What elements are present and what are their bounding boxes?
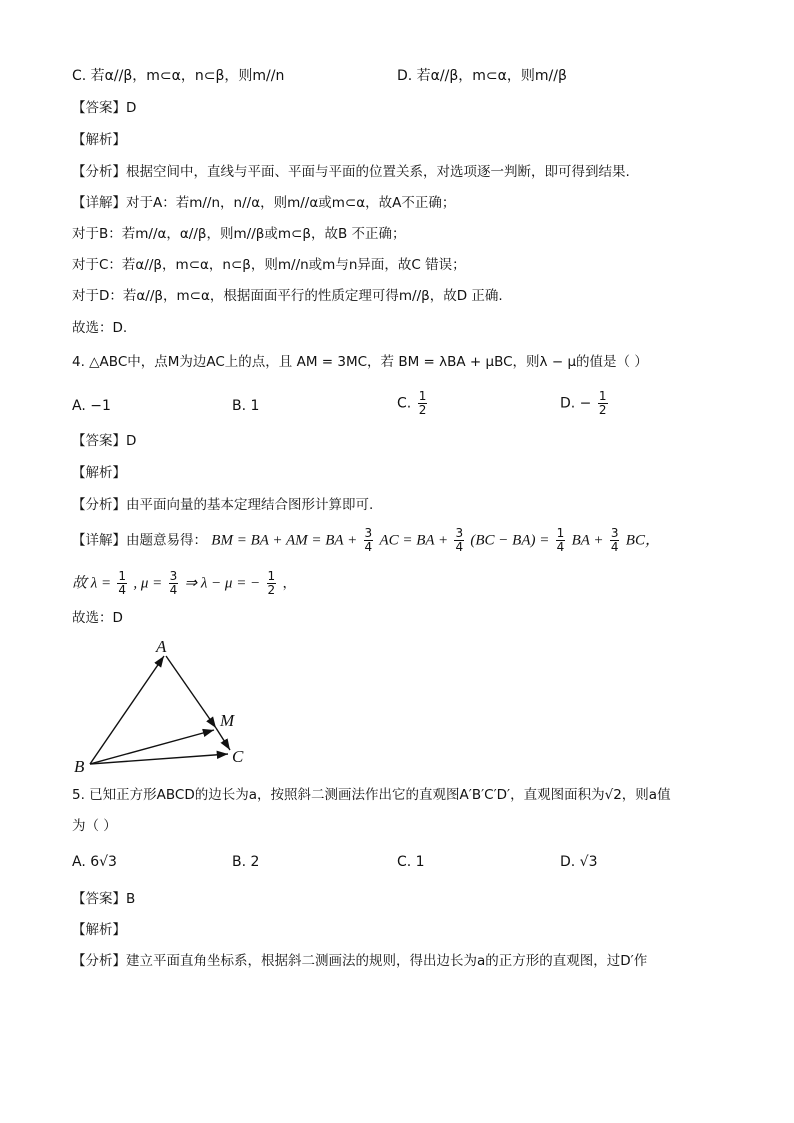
q5-option-b: B. 2 [232,854,260,870]
q3-answer: 【答案】D [72,100,137,116]
label-b: B [74,757,85,776]
vector-ba [90,656,164,764]
q4-option-c-fraction [418,390,428,417]
vector-mc [216,728,230,750]
q3-detail-d: 对于D：若α//β，m⊂α，根据面面平行的性质定理可得m//β，故D 正确. [72,288,503,304]
q4-analysis: 【分析】由平面向量的基本定理结合图形计算即可. [72,497,374,513]
q4-option-c-label: C. [397,395,412,412]
q3-analysis: 【分析】根据空间中，直线与平面、平面与平面的位置关系，对选项逐一判断，即可得到结果. [72,164,630,180]
q4-detail-prefix: 【详解】由题意易得： [72,532,207,549]
q4-option-d-numerator: 1 [598,389,607,403]
q5-option-a: A. 6√3 [72,854,117,870]
q5-analysis: 【分析】建立平面直角坐标系，根据斜二测画法的规则，得出边长为a的正方形的直观图，过D′作 [72,953,648,969]
q4-option-c [397,390,429,417]
q3-choose: 故选：D. [72,320,128,336]
q5-analysis-heading: 【解析】 [72,922,126,938]
q5-stem-line-1: 5. 已知正方形ABCD的边长为a，按照斜二测画法作出它的直观图A′B′C′D′，直观图面积为√2，则a值 [72,787,671,803]
q4-answer: 【答案】D [72,433,137,449]
q5-stem-line-2: 为（ ） [72,818,117,834]
q4-result-frac-lambda: $\frac{1}{4}$ [118,569,127,597]
q4-option-b: B. 1 [232,398,260,414]
q4-result [72,570,296,597]
q5-answer: 【答案】B [72,891,136,907]
q4-option-d-label: D. − [560,395,592,412]
q4-option-d-denominator: 2 [598,403,607,417]
q4-result-frac-answer: $\frac{1}{2}$ [267,569,276,597]
q4-detail-expr-3: (BC − BA) = [470,532,550,549]
q4-result-end: ， [282,575,296,592]
q4-detail-expr-2: AC = BA + [379,532,449,549]
q4-result-arrow: ⇒ λ − μ = − [184,575,261,592]
q4-stem: 4. △ABC中，点M为边AC上的点，且 AM = 3MC，若 BM = λBA + μBC，则λ − μ的值是（ ） [72,354,648,370]
q3-analysis-heading: 【解析】 [72,132,126,148]
label-c: C [232,747,244,766]
q3-detail-c: 对于C：若α//β，m⊂α，n⊂β，则m//n或m与n异面，故C 错误； [72,257,466,273]
q4-result-mid: , μ = [133,575,163,592]
q4-detail-frac-2: $\frac{3}{4}$ [455,526,464,554]
q4-detail-frac-4: $\frac{3}{4}$ [610,526,619,554]
q4-detail-expr-1: BM = BA + AM = BA + [211,532,358,549]
q4-result-prefix: 故 λ = [72,575,112,592]
q4-detail-expr-5: BC， [625,532,660,549]
q4-detail [72,527,660,554]
label-m: M [220,711,235,730]
q3-detail-b: 对于B：若m//α，α//β，则m//β或m⊂β，故B 不正确； [72,226,406,242]
q4-option-c-denominator: 2 [418,403,427,417]
q5-option-c: C. 1 [397,854,425,870]
label-a: A [156,637,167,656]
vector-am [166,656,216,728]
q4-detail-frac-1: $\frac{3}{4}$ [364,526,373,554]
q4-option-c-numerator: 1 [418,389,427,403]
q4-detail-frac-3: $\frac{1}{4}$ [556,526,565,554]
q3-option-c: C. 若α//β，m⊂α，n⊂β，则m//n [72,68,285,84]
q3-option-d: D. 若α//β，m⊂α，则m//β [397,68,567,84]
q4-detail-expr-4: BA + [571,532,604,549]
q5-option-d: D. √3 [560,854,598,870]
q4-choose: 故选：D [72,610,123,626]
q3-detail: 【详解】对于A：若m//n，n//α，则m//α或m⊂α，故A不正确； [72,195,456,211]
q4-result-frac-mu: $\frac{3}{4}$ [169,569,178,597]
q4-option-d-fraction [598,390,608,417]
triangle-figure [68,636,268,776]
q4-option-a: A. −1 [72,398,111,414]
q4-option-d [560,390,610,417]
q4-analysis-heading: 【解析】 [72,465,126,481]
